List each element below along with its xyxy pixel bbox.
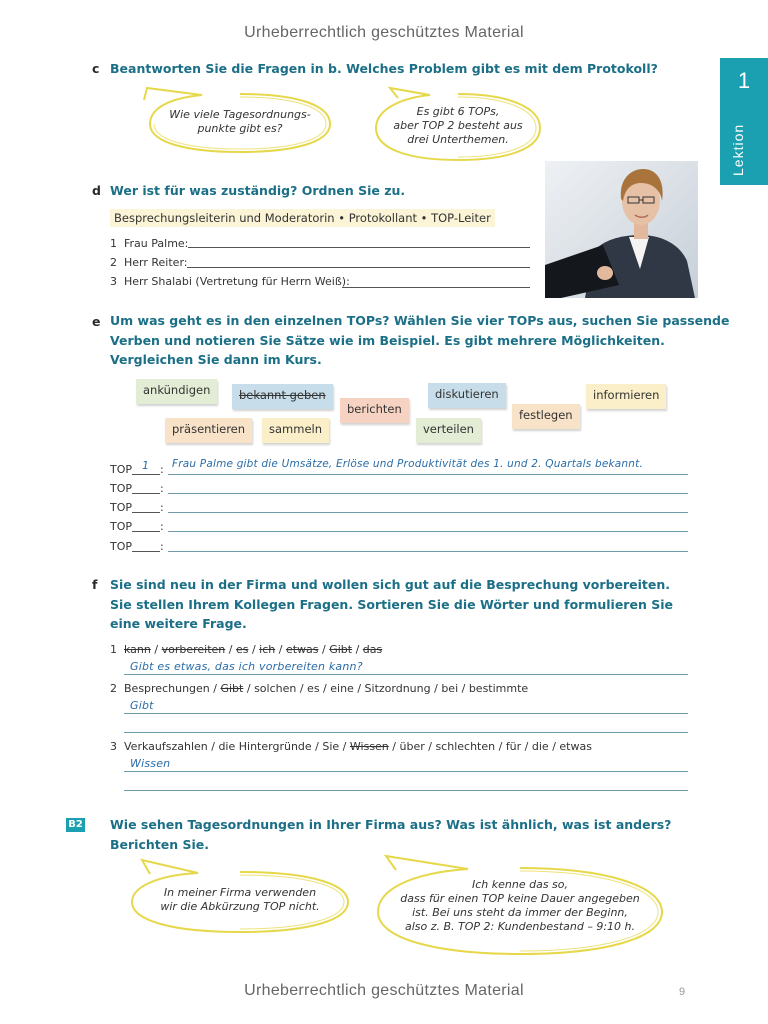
word-token: Sie xyxy=(322,740,340,753)
businesswoman-photo xyxy=(545,161,698,298)
top-number-line[interactable] xyxy=(132,512,160,513)
verb-chip-berichten: berichten xyxy=(340,398,409,423)
top-colon: : xyxy=(160,501,164,514)
top-colon: : xyxy=(160,463,164,476)
instruction-line: Sie stellen Ihrem Kollegen Fragen. Sortieren Sie die Wörter und formulieren Sie xyxy=(110,596,673,612)
section-f-instruction xyxy=(110,575,673,634)
top-colon: : xyxy=(160,482,164,495)
list-item xyxy=(110,237,188,250)
item-label: Herr Reiter: xyxy=(124,256,188,269)
answer-line[interactable] xyxy=(168,474,688,475)
exercise-badge-b2: B2 xyxy=(66,818,85,832)
bubble-text-line: Wie viele Tagesordnungs- xyxy=(169,108,311,121)
word-token: Gibt xyxy=(329,643,353,656)
list-item xyxy=(110,256,187,269)
verb-chip-ankuendigen: ankündigen xyxy=(136,379,217,404)
top-row-label: TOP xyxy=(110,520,133,533)
word-token: bei xyxy=(441,682,459,695)
word-token: die xyxy=(531,740,549,753)
word-token: für xyxy=(505,740,522,753)
answer-line[interactable] xyxy=(168,551,688,552)
answer-line[interactable] xyxy=(188,247,530,248)
word-token: vorbereiten xyxy=(161,643,226,656)
section-e-letter: e xyxy=(92,314,101,329)
word-token: Sitzordnung xyxy=(364,682,431,695)
answer-line[interactable] xyxy=(124,790,688,791)
item-number: 2 xyxy=(110,682,117,695)
example-answer: Frau Palme gibt die Umsätze, Erlöse und Produktivität des 1. und 2. Quartals bekannt. xyxy=(172,458,643,470)
verb-chip-verteilen: verteilen xyxy=(416,418,481,443)
word-token: das xyxy=(362,643,383,656)
word-order-item-1: 1 kann / vorbereiten / es / ich / etwas / Gibt / das xyxy=(110,643,383,656)
top-row-label: TOP xyxy=(110,501,133,514)
answer-line[interactable] xyxy=(124,771,688,772)
word-token: Besprechungen xyxy=(124,682,210,695)
verb-chip-diskutieren: diskutieren xyxy=(428,383,506,408)
handwritten-answer: Wissen xyxy=(130,757,171,770)
section-d-letter: d xyxy=(92,183,101,198)
top-row-label: TOP xyxy=(110,482,133,495)
word-token: etwas xyxy=(559,740,592,753)
item-label: Frau Palme: xyxy=(124,237,189,250)
section-c-letter: c xyxy=(92,61,100,76)
section-c-instruction: Beantworten Sie die Fragen in b. Welches Problem gibt es mit dem Protokoll? xyxy=(110,61,658,76)
verb-chip-sammeln: sammeln xyxy=(262,418,329,443)
speech-bubble-b2-right xyxy=(370,856,670,960)
copyright-footer: Urheberrechtlich geschütztes Material xyxy=(244,982,524,999)
verb-chip-praesentieren: präsentieren xyxy=(165,418,252,443)
word-token: eine xyxy=(330,682,354,695)
word-order-item-2: 2 Besprechungen / Gibt / solchen / es / eine / Sitzordnung / bei / bestimmte xyxy=(110,682,529,695)
bubble-text-line: punkte gibt es? xyxy=(197,122,283,135)
item-number: 3 xyxy=(110,740,117,753)
chip-label: bekannt geben xyxy=(239,388,326,402)
answer-line[interactable] xyxy=(124,732,688,733)
bubble-text-line: Es gibt 6 TOPs, xyxy=(416,105,500,118)
answer-line[interactable] xyxy=(168,531,688,532)
bubble-text-line: aber TOP 2 besteht aus xyxy=(393,119,523,132)
word-token: es xyxy=(307,682,320,695)
bubble-text-line: also z. B. TOP 2: Kundenbestand – 9:10 h. xyxy=(404,920,635,933)
item-number: 1 xyxy=(110,643,117,656)
b2-instruction xyxy=(110,815,671,854)
instruction-line: Verben und notieren Sie Sätze wie im Beispiel. Es gibt mehrere Möglichkeiten. xyxy=(110,332,665,348)
speech-bubble-b2-left xyxy=(120,858,360,938)
top-number-line[interactable] xyxy=(132,551,160,552)
section-d-instruction: Wer ist für was zuständig? Ordnen Sie zu. xyxy=(110,183,406,198)
answer-line[interactable] xyxy=(168,493,688,494)
word-token: über xyxy=(399,740,425,753)
section-e-instruction xyxy=(110,311,729,370)
handwritten-answer: Gibt xyxy=(130,699,154,712)
word-order-item-3: 3 Verkaufszahlen / die Hintergründe / Sie / Wissen / über / schlechten / für / die / etwas xyxy=(110,740,592,753)
bubble-text-line: In meiner Firma verwenden xyxy=(163,886,317,899)
word-token: Wissen xyxy=(349,740,389,753)
word-token: bestimmte xyxy=(468,682,529,695)
word-token: es xyxy=(235,643,249,656)
bubble-text-line: drei Unterthemen. xyxy=(407,133,509,146)
top-colon: : xyxy=(160,540,164,553)
answer-line[interactable] xyxy=(187,267,530,268)
item-number: 3 xyxy=(110,275,117,288)
instruction-line: Berichten Sie. xyxy=(110,836,209,852)
word-bank-roles: Besprechungsleiterin und Moderatorin • Protokollant • TOP-Leiter xyxy=(110,209,495,227)
bubble-text-line: Ich kenne das so, xyxy=(471,878,568,891)
item-number: 1 xyxy=(110,237,117,250)
instruction-line: Vergleichen Sie dann im Kurs. xyxy=(110,352,322,367)
copyright-header: Urheberrechtlich geschütztes Material xyxy=(244,24,524,41)
word-token: ich xyxy=(259,643,276,656)
page-number: 9 xyxy=(679,986,686,998)
word-token: solchen xyxy=(254,682,297,695)
speech-bubble-c-left xyxy=(140,86,340,158)
instruction-line: eine weitere Frage. xyxy=(110,616,247,631)
lektion-number: 1 xyxy=(737,68,751,93)
top-number-line[interactable] xyxy=(132,474,160,475)
item-number: 2 xyxy=(110,256,117,269)
word-token: Verkaufszahlen xyxy=(124,740,208,753)
instruction-line: Sie sind neu in der Firma und wollen sich gut auf die Besprechung vorbereiten. xyxy=(110,577,671,592)
top-number-line[interactable] xyxy=(132,493,160,494)
verb-chip-festlegen: festlegen xyxy=(512,404,580,429)
lektion-label: Lektion xyxy=(730,123,746,176)
lektion-tab xyxy=(720,58,768,185)
bubble-text-line: wir die Abkürzung TOP nicht. xyxy=(160,900,320,913)
word-token: schlechten xyxy=(435,740,496,753)
top-number-answer: 1 xyxy=(142,459,150,472)
answer-line[interactable] xyxy=(168,512,688,513)
section-f-letter: f xyxy=(92,577,98,592)
handwritten-answer: Gibt es etwas, das ich vorbereiten kann? xyxy=(130,660,363,673)
item-label: Herr Shalabi (Vertretung für Herrn Weiß): xyxy=(124,275,350,288)
word-token: kann xyxy=(124,643,151,656)
verb-chip-bekannt-geben xyxy=(232,384,333,409)
top-colon: : xyxy=(160,520,164,533)
instruction-line: Wie sehen Tagesordnungen in Ihrer Firma aus? Was ist ähnlich, was ist anders? xyxy=(110,817,672,832)
bubble-text-line: ist. Bei uns steht da immer der Beginn, xyxy=(412,906,628,919)
bubble-text-line: dass für einen TOP keine Dauer angegeben xyxy=(400,892,640,905)
top-row-label: TOP xyxy=(110,540,133,553)
list-item xyxy=(110,275,350,288)
top-row-label: TOP xyxy=(110,463,133,476)
top-number-line[interactable] xyxy=(132,531,160,532)
word-token: etwas xyxy=(285,643,319,656)
speech-bubble-c-right xyxy=(370,88,546,166)
answer-line[interactable] xyxy=(124,713,688,714)
answer-line[interactable] xyxy=(342,287,530,288)
word-token: die Hintergründe xyxy=(218,740,312,753)
instruction-line: Um was geht es in den einzelnen TOPs? Wählen Sie vier TOPs aus, suchen Sie passende xyxy=(110,313,730,328)
verb-chip-informieren: informieren xyxy=(586,384,666,409)
answer-line[interactable] xyxy=(124,674,688,675)
word-token: Gibt xyxy=(220,682,244,695)
